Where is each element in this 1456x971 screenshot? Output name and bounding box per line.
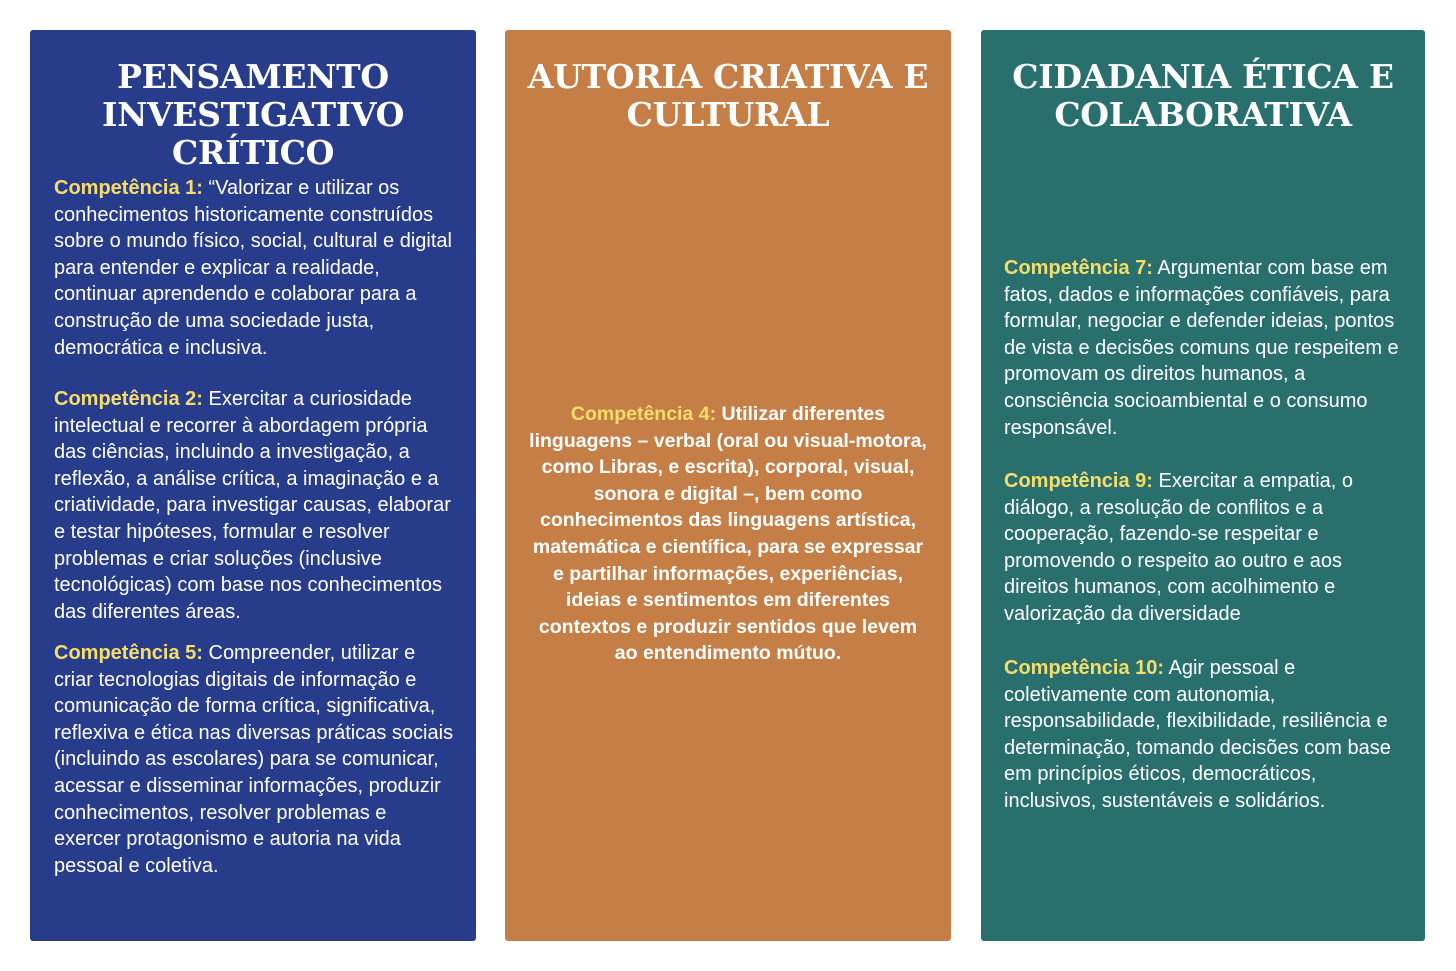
competencia-10-text: Agir pessoal e coletivamente com autonomia, responsabilidade, flexibilidade, resiliência e determinação, tomando decisões com base em princípios éticos, democráticos, inclusivos, sustentáveis e solidários. (1004, 657, 1391, 812)
competencia-1-label: Competência 1: (54, 177, 203, 199)
column-title (30, 58, 476, 172)
competencia-9-label: Competência 9: (1004, 470, 1153, 492)
column-title-line-1: CIDADANIA ÉTICA E (1012, 57, 1394, 96)
column-title-line-2: INVESTIGATIVO CRÍTICO (101, 95, 405, 172)
competencia-4-label: Competência 4: (570, 403, 717, 425)
competencia-7-paragraph (1004, 255, 1408, 441)
competencia-1-paragraph (54, 175, 458, 361)
competencia-1-text: “Valorizar e utilizar os conhecimentos historicamente construídos sobre o mundo físico, social, cultural e digital para entender e explicar a realidade, continuar aprendendo e colaborar para a construção de uma sociedade justa, democrática e inclusiva. (54, 177, 452, 359)
column-pensamento-investigativo-critico (30, 30, 476, 941)
competencia-9-text: Exercitar a empatia, o diálogo, a resolução de conflitos e a cooperação, fazendo-se respeitar e promovendo o respeito ao outro e aos direitos humanos, com acolhimento e valorização da diversidade (1004, 470, 1354, 625)
competencia-5-label: Competência 5: (54, 642, 203, 664)
column-title-line-2: COLABORATIVA (1054, 95, 1352, 134)
column-title (981, 58, 1425, 134)
competencia-4-text: Utilizar diferentes linguagens – verbal (oral ou visual-motora, como Libras, e escrita), corporal, visual, sonora e digital –, bem como conhecimentos das linguagens artística, matemática e científica, para se expressar e partilhar informações, experiências, ideias e sentimentos em diferentes contextos e produzir sentidos que levem ao entendimento mútuo. (529, 403, 927, 665)
column-title (505, 58, 951, 134)
competencia-7-text: Argumentar com base em fatos, dados e informações confiáveis, para formular, negociar e defender ideias, pontos de vista e decisões comuns que respeitem e promovam os direitos humanos, a consciência socioambiental e o consumo responsável. (1004, 257, 1399, 439)
column-cidadania-etica-e-colaborativa (981, 30, 1425, 941)
column-autoria-criativa-e-cultural (505, 30, 951, 941)
competencia-2-label: Competência 2: (54, 388, 203, 410)
competencia-4-paragraph (529, 401, 927, 667)
competencia-7-label: Competência 7: (1004, 257, 1153, 279)
competencia-10-label: Competência 10: (1004, 657, 1165, 679)
column-title-line-1: PENSAMENTO (117, 57, 389, 96)
competencia-5-text: Compreender, utilizar e criar tecnologias digitais de informação e comunicação de forma crítica, significativa, reflexiva e ética nas diversas práticas sociais (incluindo as escolares) para se comunicar, acessar e disseminar informações, produzir conhecimentos, resolver problemas e exercer protagonismo e autoria na vida pessoal e coletiva. (54, 642, 454, 877)
column-title-line-2: CULTURAL (626, 95, 830, 134)
competencia-5-paragraph (54, 640, 458, 879)
competencia-2-paragraph (54, 386, 458, 625)
competencia-9-paragraph (1004, 468, 1408, 628)
competencia-2-text: Exercitar a curiosidade intelectual e recorrer à abordagem própria das ciências, incluindo a investigação, a reflexão, a análise crítica, a imaginação e a criatividade, para investigar causas, elaborar e testar hipóteses, formular e resolver problemas e criar soluções (inclusive tecnológicas) com base nos conhecimentos das diferentes áreas. (54, 388, 451, 623)
competencia-10-paragraph (1004, 655, 1408, 815)
column-title-line-1: AUTORIA CRIATIVA E (527, 57, 929, 96)
